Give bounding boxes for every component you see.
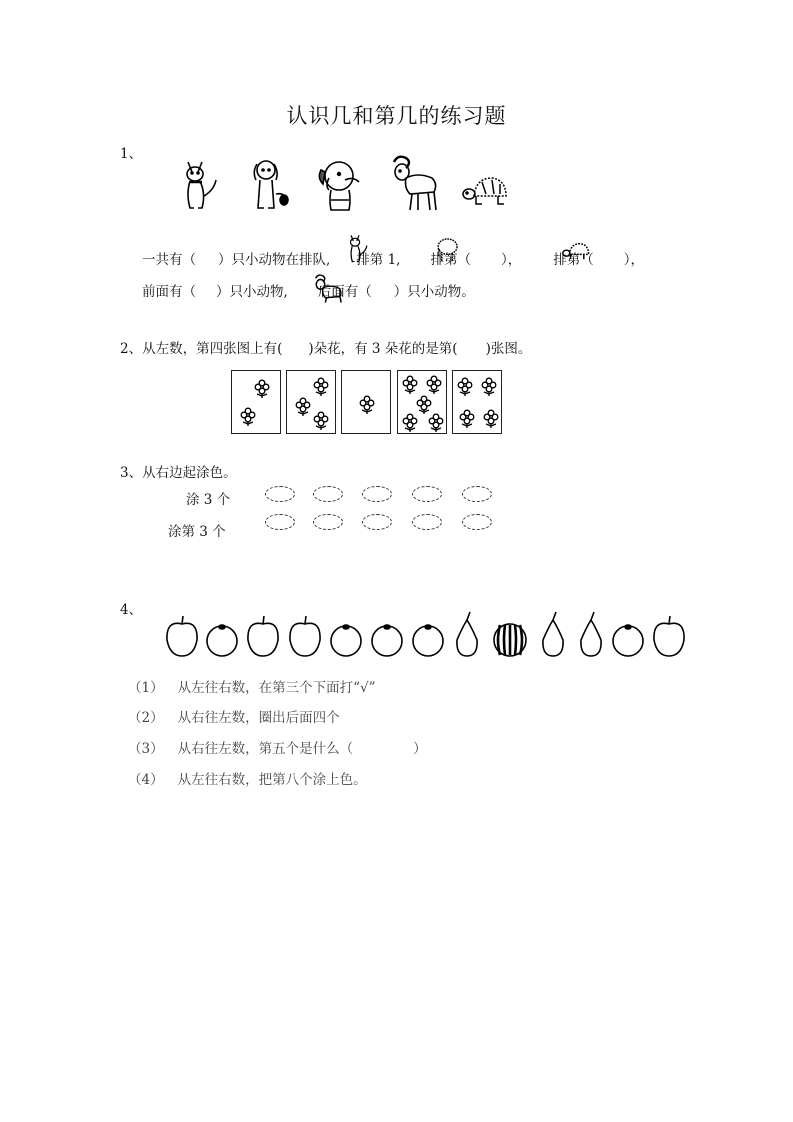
elephant-icon xyxy=(315,156,365,216)
flower-icon xyxy=(429,414,443,432)
oval-to-color[interactable] xyxy=(313,514,343,530)
flower-icon xyxy=(360,396,374,414)
oval-to-color[interactable] xyxy=(313,486,343,502)
goat-icon xyxy=(388,152,444,216)
flower-card xyxy=(397,370,447,434)
flower-icon xyxy=(403,376,417,394)
orange-icon xyxy=(207,625,237,656)
elephant-small-icon xyxy=(432,236,462,262)
apple-icon xyxy=(654,616,684,656)
orange-icon xyxy=(413,625,443,656)
oval-to-color[interactable] xyxy=(362,486,392,502)
q4-item3-tail: ） xyxy=(413,741,427,757)
flower-card xyxy=(452,370,502,434)
q4-item4-num: （4） xyxy=(128,772,164,788)
cat-icon xyxy=(180,156,224,216)
q3-title: 3、从右边起涂色。 xyxy=(120,465,237,481)
q2-text-end: )张图。 xyxy=(485,341,532,357)
q3-row1-label: 涂 3 个 xyxy=(186,492,231,508)
flower-card xyxy=(231,370,281,434)
oval-to-color[interactable] xyxy=(265,486,295,502)
q1-number: 1、 xyxy=(120,146,143,162)
cat-small-icon xyxy=(346,232,372,266)
pear-icon xyxy=(581,612,601,656)
apple-icon xyxy=(290,616,320,656)
q4-item3-text: 从右往左数，第五个是什么（ xyxy=(177,741,354,757)
q1-cat-position-text: 排第 1, xyxy=(356,252,401,268)
q4-item1-text: 从左往右数，在第三个下面打“√” xyxy=(177,680,376,696)
q4-item3-num: （3） xyxy=(128,741,164,757)
fruit-row xyxy=(160,610,700,662)
orange-icon xyxy=(331,625,361,656)
q4-item4-text: 从左往右数，把第八个涂上色。 xyxy=(177,772,367,788)
turtle-icon xyxy=(460,172,510,212)
flower-icon xyxy=(417,396,431,414)
q1-elephant-close-text: ）， xyxy=(500,252,522,268)
q1-elephant-position-text: 排第（ xyxy=(430,252,471,268)
flower-icon xyxy=(484,410,498,428)
flower-icon xyxy=(460,410,474,428)
orange-icon xyxy=(372,625,402,656)
page-title: 认识几和第几的练习题 xyxy=(286,104,507,128)
q4-item2-num: （2） xyxy=(128,710,164,726)
orange-icon xyxy=(613,625,643,656)
turtle-small-icon xyxy=(560,240,592,264)
oval-to-color[interactable] xyxy=(462,514,492,530)
q1-line1-queue-text: ）只小动物在排队, xyxy=(218,252,331,268)
flower-icon xyxy=(427,376,441,394)
pear-icon xyxy=(457,612,477,656)
flower-icon xyxy=(241,408,255,426)
flower-icon xyxy=(255,380,269,398)
flower-icon xyxy=(314,412,328,430)
q4-item1-num: （1） xyxy=(128,680,164,696)
q1-turtle-close-text: ）， xyxy=(623,252,644,268)
oval-to-color[interactable] xyxy=(362,514,392,530)
oval-to-color[interactable] xyxy=(265,514,295,530)
oval-to-color[interactable] xyxy=(462,486,492,502)
flower-card xyxy=(286,370,336,434)
oval-to-color[interactable] xyxy=(412,486,442,502)
q1-line1-total-text: 一共有（ xyxy=(142,252,196,268)
pear-icon xyxy=(543,612,563,656)
flower-icon xyxy=(403,414,417,432)
q1-turtle-position-text: 排第（ xyxy=(553,252,594,268)
q1-line2-front-tail: ）只小动物, xyxy=(216,284,288,300)
oval-to-color[interactable] xyxy=(412,514,442,530)
watermelon-icon xyxy=(494,624,526,656)
q4-item2-text: 从右往左数，圈出后面四个 xyxy=(177,710,340,726)
q3-row2-label: 涂第 3 个 xyxy=(168,524,226,540)
apple-icon xyxy=(248,616,278,656)
q2-text-start: 2、从左数，第四张图上有( xyxy=(120,341,283,357)
flower-icon xyxy=(482,378,496,396)
q4-number: 4、 xyxy=(120,602,143,618)
flower-card xyxy=(341,370,391,434)
apple-icon xyxy=(167,616,197,656)
flower-icon xyxy=(458,378,472,396)
q2-text-middle: )朵花，有 3 朵花的是第( xyxy=(308,341,458,357)
q1-line2-front-text: 前面有（ xyxy=(142,284,196,300)
goat-small-icon xyxy=(312,272,346,304)
flower-icon xyxy=(314,378,328,396)
dog-icon xyxy=(248,156,292,216)
flower-icon xyxy=(296,398,310,416)
q1-line2-back-tail: ）只小动物。 xyxy=(393,284,475,300)
q1-line2-back-text: 后面有（ xyxy=(317,284,372,300)
